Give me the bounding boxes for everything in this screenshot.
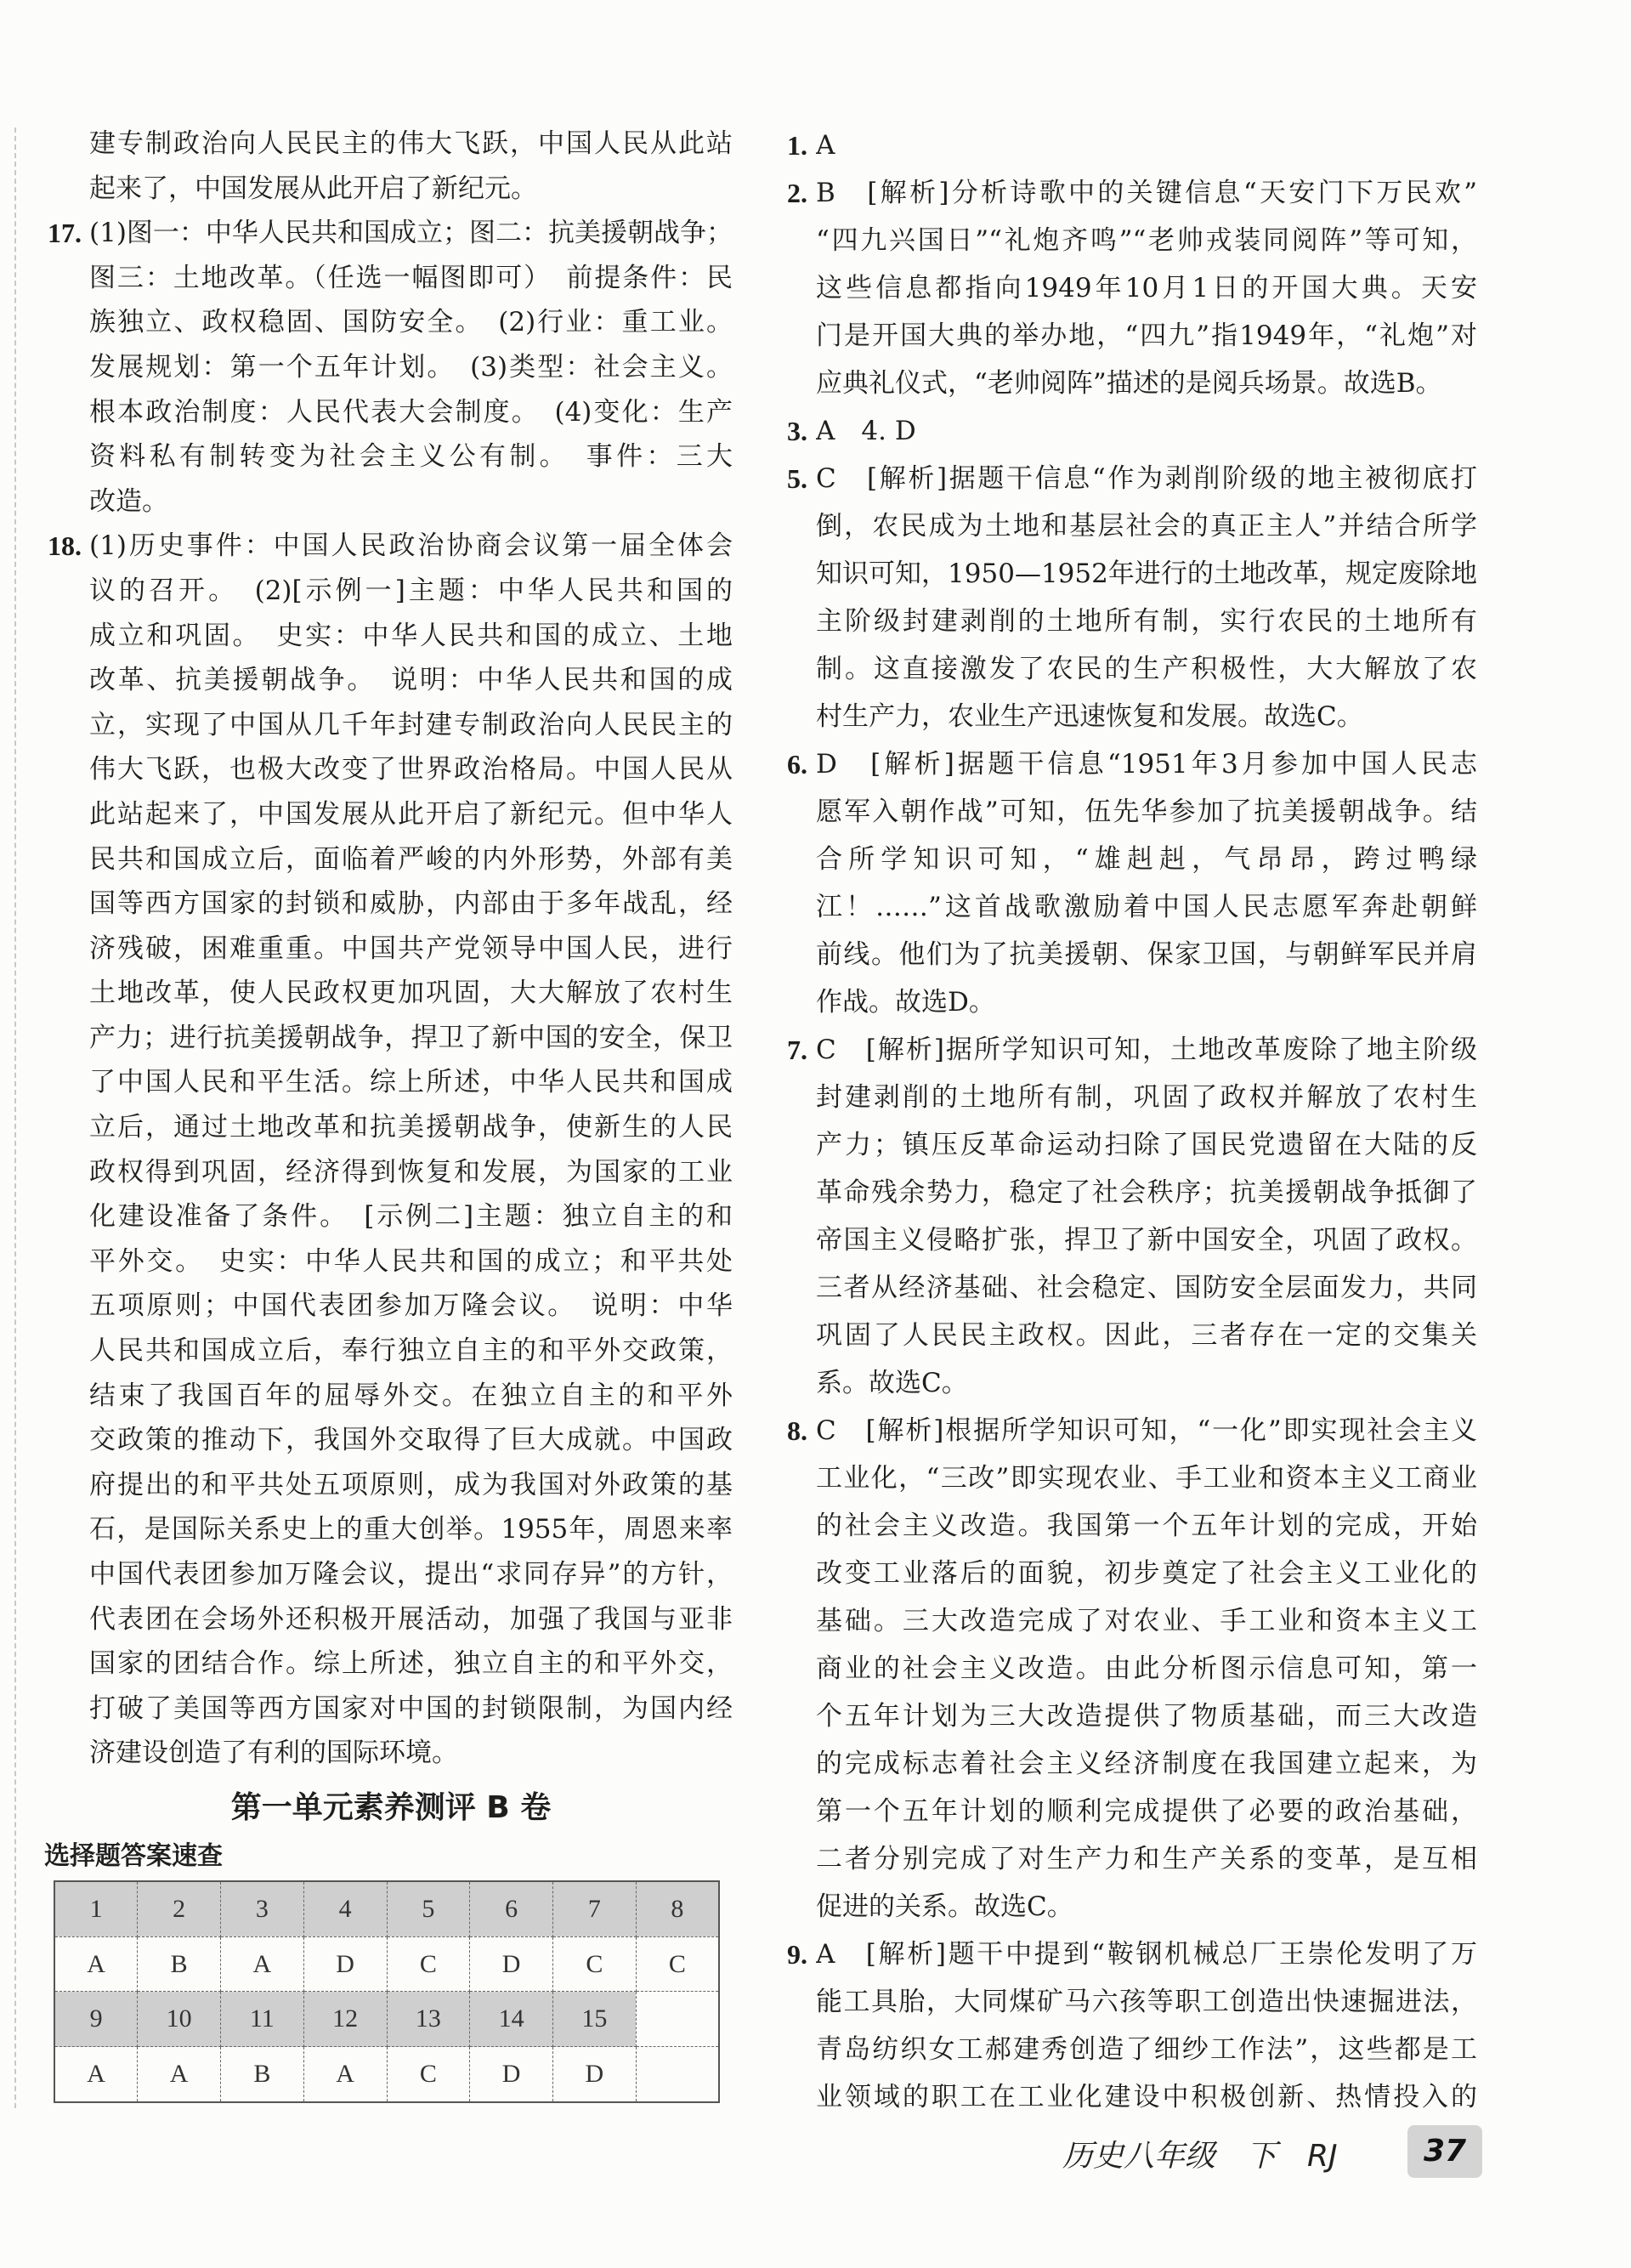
text-line: 政权得到巩固，经济得到恢复和发展，为国家的工业 (89, 1156, 733, 1188)
text-line: 能工具胎，大同煤矿马六孩等职工创造出快速掘进法， (816, 1987, 1477, 2017)
text-line: 系。故选C。 (816, 1368, 968, 1398)
text-line: 成立和巩固。 史实：中华人民共和国的成立、土地 (89, 620, 733, 651)
text-line: 促进的关系。故选C。 (816, 1891, 1073, 1922)
text-line: (1)历史事件：中国人民政治协商会议第一届全体会 (89, 530, 733, 562)
left-column (48, 122, 733, 1776)
answer-cell: D (470, 2047, 553, 2102)
answer-row (54, 1936, 719, 1992)
text-line: 人民共和国成立后，奉行独立自主的和平外交政策， (89, 1335, 733, 1367)
section-title: 第一单元素养测评 B 卷 (230, 1790, 552, 1825)
answer-item (787, 169, 1477, 407)
text-line: (1)图一：中华人民共和国成立；图二：抗美援朝战争； (89, 218, 733, 249)
text-line: 第一个五年计划的顺利完成提供了必要的政治基础， (816, 1796, 1477, 1827)
item-number: 1. (787, 130, 807, 161)
answer-cell: B (138, 1936, 221, 1992)
answer-cell: C (387, 2047, 470, 2102)
text-line: 平外交。 史实：中华人民共和国的成立；和平共处 (89, 1245, 733, 1277)
text-line: 的社会主义改造。我国第一个五年计划的完成，开始 (816, 1511, 1477, 1541)
page-number: 37 (1407, 2125, 1482, 2178)
answer-item (787, 740, 1477, 1026)
item-number: 6. (787, 749, 807, 780)
text-line: 根本政治制度：人民代表大会制度。 (4)变化：生产 (89, 396, 733, 428)
question-number-cell: 9 (54, 1992, 138, 2047)
text-line: 化建设准备了条件。 [示例二]主题：独立自主的和 (89, 1201, 733, 1233)
answer-item (787, 407, 1477, 455)
answer-cell: A (221, 1936, 304, 1992)
text-line: 个五年计划为三大改造提供了物质基础，而三大改造 (816, 1701, 1477, 1732)
text-line: 济建设创造了有利的国际环境。 (89, 1738, 458, 1769)
text-line: 石，是国际关系史上的重大创举。1955年，周恩来率 (89, 1514, 733, 1545)
question-number-cell (636, 1992, 719, 2047)
text-line: 族独立、政权稳固、国防安全。 (2)行业：重工业。 (89, 307, 733, 338)
text-line: 主阶级封建剥削的土地所有制，实行农民的土地所有 (816, 606, 1477, 637)
text-line: 巩固了人民民主政权。因此，三者存在一定的交集关 (816, 1320, 1477, 1351)
text-line: 愿军入朝作战”可知，伍先华参加了抗美援朝战争。结 (816, 797, 1477, 827)
question-number-cell: 11 (221, 1992, 304, 2047)
answer-item (48, 211, 733, 524)
text-line: 国家的团结合作。综上所述，独立自主的和平外交， (89, 1648, 733, 1680)
answer-item (787, 122, 1477, 169)
text-line: 资料私有制转变为社会主义公有制。 事件：三大 (89, 441, 733, 473)
footer-subject: 历史八年级 下 RJ (1062, 2139, 1338, 2174)
answer-cell: C (553, 1936, 637, 1992)
text-line: 三者从经济基础、社会稳定、国防安全层面发力，共同 (816, 1273, 1477, 1303)
answer-cell (636, 2047, 719, 2102)
text-line: 封建剥削的土地所有制，巩固了政权并解放了农村生 (816, 1082, 1477, 1113)
text-line: 民共和国成立后，面临着严峻的内外形势，外部有美 (89, 843, 733, 875)
right-column (787, 122, 1477, 2121)
question-number-cell: 3 (221, 1881, 304, 1936)
item-number: 9. (787, 1939, 807, 1970)
answer-cell: C (387, 1936, 470, 1992)
question-number-cell: 12 (303, 1992, 387, 2047)
answer-cell: A (138, 2047, 221, 2102)
text-line: 青岛纺织女工郝建秀创造了细纱工作法”，这些都是工 (816, 2034, 1477, 2065)
text-line: 打破了美国等西方国家对中国的封锁限制，为国内经 (89, 1692, 733, 1724)
text-line: 了中国人民和平生活。综上所述，中华人民共和国成 (89, 1067, 733, 1098)
text-line: 济残破，困难重重。中国共产党领导中国人民，进行 (89, 933, 733, 964)
item-number: 3. (787, 416, 807, 446)
text-line: A (816, 130, 835, 161)
text-line: 这些信息都指向1949年10月1日的开国大典。天安 (816, 273, 1477, 303)
question-number-cell: 4 (303, 1881, 387, 1936)
answer-cell: D (470, 1936, 553, 1992)
answer-item (787, 1407, 1477, 1931)
question-number-cell: 15 (553, 1992, 637, 2047)
text-line: C [解析]根据所学知识可知，“一化”即实现社会主义 (816, 1415, 1477, 1446)
text-line: 江！……”这首战歌激励着中国人民志愿军奔赴朝鲜 (816, 892, 1477, 922)
text-line: B [解析]分析诗歌中的关键信息“天安门下万民欢” (816, 178, 1477, 208)
text-line: 改革、抗美援朝战争。 说明：中华人民共和国的成 (89, 665, 733, 696)
text-line: 工业化，“三改”即实现农业、手工业和资本主义工商业 (816, 1463, 1477, 1494)
text-line: 土地改革，使人民政权更加巩固，大大解放了农村生 (89, 978, 733, 1009)
answer-table (54, 1880, 720, 2103)
question-number-row (54, 1992, 719, 2047)
text-line: 改变工业落后的面貌，初步奠定了社会主义工业化的 (816, 1558, 1477, 1589)
text-line: 建专制政治向人民民主的伟大飞跃，中国人民从此站 (89, 128, 733, 159)
text-line: 制。这直接激发了农民的生产积极性，大大解放了农 (816, 654, 1477, 684)
text-line: 二者分别完成了对生产力和生产关系的变革，是互相 (816, 1844, 1477, 1874)
item-number: 8. (787, 1415, 807, 1446)
text-line: 作战。故选D。 (816, 987, 995, 1018)
question-number-cell: 6 (470, 1881, 553, 1936)
question-number-cell: 13 (387, 1992, 470, 2047)
item-number: 18. (48, 530, 82, 562)
text-line: 五项原则；中国代表团参加万隆会议。 说明：中华 (89, 1290, 733, 1322)
answer-cell: A (54, 2047, 138, 2102)
text-line: 产力；镇压反革命运动扫除了国民党遗留在大陆的反 (816, 1130, 1477, 1160)
answer-cell: D (303, 1936, 387, 1992)
answer-item (48, 122, 733, 211)
text-line: 议的召开。 (2)[示例一]主题：中华人民共和国的 (89, 575, 733, 606)
answer-item (787, 1026, 1477, 1407)
text-line: D [解析]据题干信息“1951年3月参加中国人民志 (816, 749, 1477, 780)
text-line: 前线。他们为了抗美援朝、保家卫国，与朝鲜军民并肩 (816, 939, 1477, 970)
text-line: 应典礼仪式，“老帅阅阵”描述的是阅兵场景。故选B。 (816, 368, 1442, 399)
answer-cell: C (636, 1936, 719, 1992)
item-number: 5. (787, 463, 807, 494)
question-number-cell: 14 (470, 1992, 553, 2047)
question-number-cell: 2 (138, 1881, 221, 1936)
item-number: 17. (48, 218, 82, 249)
answer-item (787, 1931, 1477, 2121)
text-line: 发展规划：第一个五年计划。 (3)类型：社会主义。 (89, 351, 733, 383)
answer-cell: A (303, 2047, 387, 2102)
answer-cell: D (553, 2047, 637, 2102)
text-line: C [解析]据题干信息“作为剥削阶级的地主被彻底打 (816, 463, 1477, 494)
question-number-cell: 1 (54, 1881, 138, 1936)
text-line: A 4. D (816, 416, 916, 446)
text-line: 基础。三大改造完成了对农业、手工业和资本主义工 (816, 1606, 1477, 1636)
text-line: 交政策的推动下，我国外交取得了巨大成就。中国政 (89, 1425, 733, 1456)
answer-row (54, 2047, 719, 2102)
question-number-cell: 10 (138, 1992, 221, 2047)
text-line: 帝国主义侵略扩张，捍卫了新中国安全，巩固了政权。 (816, 1225, 1477, 1256)
text-line: 结束了我国百年的屈辱外交。在独立自主的和平外 (89, 1380, 733, 1411)
text-line: 合所学知识可知，“雄赳赳，气昂昂，跨过鸭绿 (816, 844, 1477, 875)
text-line: 革命残余势力，稳定了社会秩序；抗美援朝战争抵御了 (816, 1177, 1477, 1208)
text-line: 中国代表团参加万隆会议，提出“求同存异”的方针， (89, 1559, 733, 1590)
text-line: 改造。 (89, 485, 168, 517)
text-line: 此站起来了，中国发展从此开启了新纪元。但中华人 (89, 798, 733, 830)
text-line: 产力；进行抗美援朝战争，捍卫了新中国的安全，保卫 (89, 1022, 733, 1053)
text-line: 图三：土地改革。（任选一幅图即可） 前提条件：民 (89, 262, 733, 293)
text-line: 府提出的和平共处五项原则，成为我国对外政策的基 (89, 1469, 733, 1500)
answer-item (787, 455, 1477, 740)
text-line: 立后，通过土地改革和抗美援朝战争，使新生的人民 (89, 1112, 733, 1143)
text-line: 国等西方国家的封锁和威胁，内部由于多年战乱，经 (89, 888, 733, 920)
text-line: 起来了，中国发展从此开启了新纪元。 (89, 173, 537, 204)
text-line: “四九兴国日”“礼炮齐鸣”“老帅戎装同阅阵”等可知， (816, 225, 1477, 256)
text-line: 商业的社会主义改造。由此分析图示信息可知，第一 (816, 1653, 1477, 1684)
text-line: 立，实现了中国从几千年封建专制政治向人民民主的 (89, 709, 733, 740)
question-number-row (54, 1881, 719, 1936)
answer-cell: B (221, 2047, 304, 2102)
text-line: C [解析]据所学知识可知，土地改革废除了地主阶级 (816, 1035, 1477, 1065)
text-line: 伟大飞跃，也极大改变了世界政治格局。中国人民从 (89, 754, 733, 785)
text-line: A [解析]题干中提到“鞍钢机械总厂王崇伦发明了万 (816, 1939, 1477, 1970)
question-number-cell: 8 (636, 1881, 719, 1936)
answer-table-title: 选择题答案速查 (44, 1841, 223, 1871)
item-number: 2. (787, 178, 807, 208)
item-number: 7. (787, 1035, 807, 1065)
text-line: 知识可知，1950—1952年进行的土地改革，规定废除地 (816, 558, 1477, 589)
text-line: 村生产力，农业生产迅速恢复和发展。故选C。 (816, 701, 1363, 732)
question-number-cell: 7 (553, 1881, 637, 1936)
text-line: 倒，农民成为土地和基层社会的真正主人”并结合所学 (816, 511, 1477, 541)
answer-item (48, 524, 733, 1776)
text-line: 的完成标志着社会主义经济制度在我国建立起来，为 (816, 1749, 1477, 1779)
question-number-cell: 5 (387, 1881, 470, 1936)
text-line: 门是开国大典的举办地，“四九”指1949年，“礼炮”对 (816, 320, 1477, 351)
text-line: 代表团在会场外还积极开展活动，加强了我国与亚非 (89, 1603, 733, 1635)
text-line: 业领域的职工在工业化建设中积极创新、热情投入的 (816, 2082, 1477, 2112)
answer-cell: A (54, 1936, 138, 1992)
